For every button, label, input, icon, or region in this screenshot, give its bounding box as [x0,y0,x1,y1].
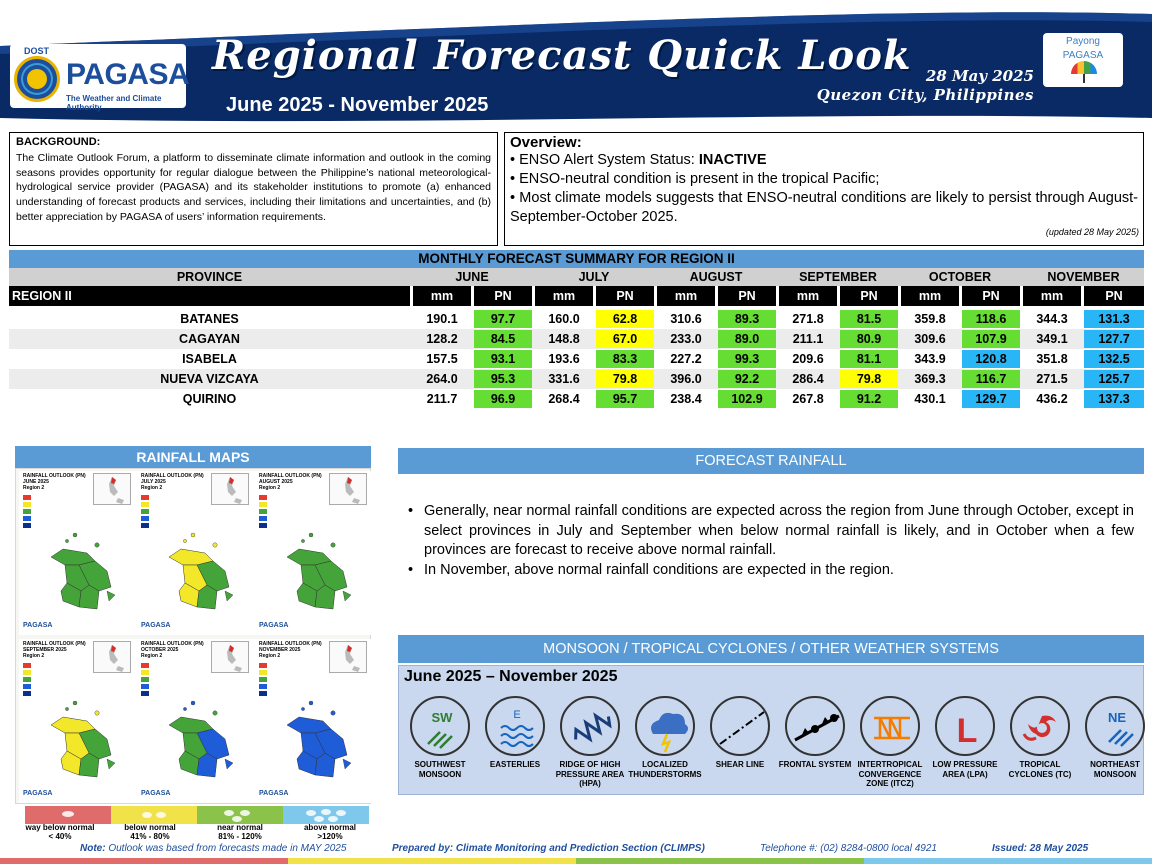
rainfall-legend-bar [25,806,369,824]
map-legend [23,495,63,535]
rainfall-mm-cell: 160.0 [548,312,580,326]
rainfall-mm-cell: 286.4 [792,372,824,386]
rainfall-map-panel [137,639,255,803]
pagasa-seal-icon [14,56,60,102]
province-name: NUEVA VIZCAYA [160,372,259,386]
weather-system-label: FRONTAL SYSTEM [778,760,852,769]
header-banner [0,0,1152,128]
itcz-weather-icon [860,696,920,756]
percent-normal-cell: 99.3 [718,350,776,368]
unit-mm-header: mm [535,286,593,306]
weather-system-item [402,696,478,779]
map-heading [259,473,322,491]
rainfall-map-panel [137,471,255,635]
shear-weather-icon [710,696,770,756]
region-2-map [167,699,239,791]
logo-tagline: The Weather and Climate Authority [66,94,162,112]
overview-item-enso-status: • ENSO Alert System Status: INACTIVE [510,152,767,168]
legend-color-swatch [197,806,283,824]
map-heading [23,641,86,659]
rainfall-mm-cell: 190.1 [426,312,458,326]
location-inset-map [211,641,249,673]
footer-bar-segment [864,858,1152,864]
percent-normal-cell: 92.2 [718,370,776,388]
percent-normal-cell: 83.3 [596,350,654,368]
rainfall-mm-cell: 396.0 [670,372,702,386]
payong-line1: Payong [1066,36,1100,47]
overview-title: Overview: [510,134,582,151]
footer-bar-segment [576,858,864,864]
rainfall-mm-cell: 268.4 [548,392,580,406]
overview-item-models: • Most climate models suggests that ENSO-neutral conditions are likely to persist through August-September-October 2025. [510,190,1139,225]
unit-pn-header: PN [718,286,776,306]
rainfall-map-panel [255,471,373,635]
rainfall-mm-cell: 359.8 [914,312,946,326]
unit-pn-header: PN [1084,286,1144,306]
rainfall-mm-cell: 233.0 [670,332,702,346]
percent-normal-cell: 81.1 [840,350,898,368]
footer-issued: Issued: 28 May 2025 [992,843,1089,854]
percent-normal-cell: 62.8 [596,310,654,328]
svg-text:L: L [956,712,978,750]
umbrella-icon [1071,61,1097,74]
legend-label-text: near normal [217,823,263,832]
legend-range-text: >120% [317,832,343,841]
percent-normal-cell: 96.9 [474,390,532,408]
location-inset-map [93,641,131,673]
month-header: JULY [578,270,610,284]
rainfall-mm-cell: 310.6 [670,312,702,326]
rainfall-mm-cell: 343.9 [914,352,946,366]
legend-color-swatch [25,806,111,824]
legend-range-text: 81% - 120% [218,832,262,841]
svg-text:NE: NE [1107,710,1127,725]
unit-mm-header: mm [1023,286,1081,306]
models-text: Most climate models suggests that ENSO-neutral conditions are likely to persist through August-September-October 2025. [510,190,1139,225]
e-weather-icon [485,696,545,756]
map-legend [259,663,299,703]
ne-weather-icon [1085,696,1145,756]
tc-weather-icon [1010,696,1070,756]
issue-place: Quezon City, Philippines [816,86,1034,104]
rainfall-map-panel [255,639,373,803]
map-heading-title: RAINFALL OUTLOOK (PN) [259,473,322,479]
rainfall-mm-cell: 267.8 [792,392,824,406]
table-header [9,268,1144,286]
percent-normal-cell: 80.9 [840,330,898,348]
svg-text:SW: SW [431,710,453,725]
location-inset-map [329,641,367,673]
legend-range-text: 41% - 80% [130,832,170,841]
background-title: BACKGROUND: [16,136,101,148]
footer-note-text: Outlook was based from forecasts made in MAY 2025 [108,843,347,854]
rainfall-mm-cell: 344.3 [1036,312,1068,326]
percent-normal-cell: 89.0 [718,330,776,348]
percent-normal-cell: 120.8 [962,350,1020,368]
unit-mm-header: mm [901,286,959,306]
weather-system-item [927,696,1003,779]
rainfall-mm-cell: 157.5 [426,352,458,366]
percent-normal-cell: 93.1 [474,350,532,368]
month-header: NOVEMBER [1047,270,1120,284]
map-heading-region: Region 2 [23,485,45,491]
overview-item-enso-neutral: • ENSO-neutral condition is present in the tropical Pacific; [510,171,880,187]
percent-normal-cell: 91.2 [840,390,898,408]
province-header: PROVINCE [176,270,243,284]
rainfall-mm-cell: 211.1 [792,332,824,346]
ridge-weather-icon [560,696,620,756]
map-heading [259,641,322,659]
map-heading-month: JULY 2025 [141,479,166,485]
map-heading-month: NOVEMBER 2025 [259,647,301,653]
forecast-bullet: • Generally, near normal rainfall conditions are expected across the region from June through October, except in select provinces in July and September when below normal rainfall is likely, and in October when a few provinces are forecast to receive above normal rainfall. [408,502,1134,561]
percent-normal-cell: 107.9 [962,330,1020,348]
weather-system-item [702,696,778,770]
percent-normal-cell: 132.5 [1084,350,1144,368]
footer [0,843,1152,857]
unit-pn-header: PN [840,286,898,306]
rainfall-mm-cell: 349.1 [1036,332,1068,346]
rainfall-mm-cell: 309.6 [914,332,946,346]
percent-normal-cell: 79.8 [596,370,654,388]
map-heading-title: RAINFALL OUTLOOK (PN) [141,641,204,647]
percent-normal-cell: 125.7 [1084,370,1144,388]
month-header: AUGUST [689,270,743,284]
percent-normal-cell: 67.0 [596,330,654,348]
issue-date: 28 May 2025 [925,67,1034,85]
weather-systems-panel [398,665,1144,795]
page-title: Regional Forecast Quick Look [212,32,912,79]
map-heading-region: Region 2 [23,653,45,659]
percent-normal-cell: 89.3 [718,310,776,328]
legend-label-text: way below normal [25,823,95,832]
weather-system-label: INTERTROPICAL CONVERGENCE ZONE (ITCZ) [857,760,923,788]
table-row [9,389,1144,409]
province-name: BATANES [180,312,239,326]
enso-status-value: INACTIVE [698,152,767,168]
overview-box [504,132,1144,246]
table-row [9,329,1144,349]
map-heading-month: SEPTEMBER 2025 [23,647,67,653]
logo-dost-text: DOST [24,46,50,56]
percent-normal-cell: 118.6 [962,310,1020,328]
percent-normal-cell: 81.5 [840,310,898,328]
map-legend [141,495,181,535]
unit-mm-header: mm [657,286,715,306]
map-heading [141,473,204,491]
legend-color-swatch [111,806,197,824]
pagasa-logo [10,44,190,112]
umbrella-stem [1083,74,1085,83]
rainfall-mm-cell: 209.6 [792,352,824,366]
map-heading-month: OCTOBER 2025 [141,647,179,653]
footer-phone: Telephone #: (02) 8284-0800 local 4921 [760,843,937,854]
weather-system-item [1002,696,1078,779]
rainfall-mm-cell: 331.6 [548,372,580,386]
legend-color-swatch [283,806,369,824]
percent-normal-cell: 129.7 [962,390,1020,408]
rainfall-map-panel [19,639,137,803]
unit-mm-header: mm [413,286,471,306]
map-heading-month: JUNE 2025 [23,479,49,485]
percent-normal-cell: 102.9 [718,390,776,408]
rainfall-mm-cell: 351.8 [1036,352,1068,366]
unit-pn-header: PN [474,286,532,306]
region-2-map [285,699,357,791]
region-2-map [285,531,357,623]
footer-note [80,843,346,854]
footer-note-label: Note: [80,843,106,854]
weather-system-label: RIDGE OF HIGH PRESSURE AREA (HPA) [555,760,625,788]
location-inset-map [211,473,249,505]
rainfall-maps-title: RAINFALL MAPS [15,446,371,468]
percent-normal-cell: 79.8 [840,370,898,388]
percent-normal-cell: 127.7 [1084,330,1144,348]
front-weather-icon [785,696,845,756]
background-box [9,132,498,246]
month-header: JUNE [455,270,489,284]
enso-status-prefix: ENSO Alert System Status: [519,152,699,168]
table-title: MONTHLY FORECAST SUMMARY FOR REGION II [9,250,1144,268]
weather-system-item [627,696,703,779]
weather-system-item [1077,696,1152,779]
lpa-weather-icon [935,696,995,756]
weather-system-label: NORTHEAST MONSOON [1090,760,1140,779]
table-subheader [9,286,1144,306]
forecast-rainfall-title: FORECAST RAINFALL [398,448,1144,474]
rainfall-mm-cell: 238.4 [670,392,702,406]
legend-label-text: below normal [124,823,176,832]
weather-system-label: SHEAR LINE [715,760,765,769]
weather-systems-period: June 2025 – November 2025 [404,668,618,685]
map-heading [141,641,204,659]
map-pagasa-logo: PAGASA [259,622,289,629]
storm-weather-icon [635,696,695,756]
map-pagasa-logo: PAGASA [23,622,53,629]
map-legend [141,663,181,703]
rainfall-mm-cell: 148.8 [548,332,580,346]
rainfall-mm-cell: 227.2 [670,352,702,366]
percent-normal-cell: 97.7 [474,310,532,328]
map-heading-region: Region 2 [259,485,281,491]
percent-normal-cell: 116.7 [962,370,1020,388]
map-pagasa-logo: PAGASA [259,790,289,797]
rainfall-mm-cell: 193.6 [548,352,580,366]
footer-color-bar [0,858,1152,864]
percent-normal-cell: 131.3 [1084,310,1144,328]
map-heading-title: RAINFALL OUTLOOK (PN) [23,641,86,647]
rainfall-mm-cell: 430.1 [914,392,946,406]
payong-pagasa-logo [1043,33,1123,87]
map-heading-region: Region 2 [259,653,281,659]
percent-normal-cell: 84.5 [474,330,532,348]
enso-neutral-text: ENSO-neutral condition is present in the tropical Pacific; [519,171,880,187]
rainfall-maps-grid [15,468,371,804]
payong-line2: PAGASA [1062,50,1104,61]
logo-name: PAGASA [66,58,190,91]
weather-system-label: SOUTHWEST MONSOON [414,760,466,779]
map-legend [23,663,63,703]
table-row [9,349,1144,369]
weather-system-label: LOW PRESSURE AREA (LPA) [932,760,998,779]
map-heading-title: RAINFALL OUTLOOK (PN) [23,473,86,479]
map-heading-region: Region 2 [141,653,163,659]
legend-range-text: < 40% [48,832,72,841]
footer-bar-segment [0,858,288,864]
sw-weather-icon [410,696,470,756]
map-heading [23,473,86,491]
map-heading-region: Region 2 [141,485,163,491]
percent-normal-cell: 137.3 [1084,390,1144,408]
weather-system-label: TROPICAL CYCLONES (TC) [1008,760,1072,779]
map-heading-month: AUGUST 2025 [259,479,293,485]
rainfall-mm-cell: 128.2 [426,332,458,346]
map-pagasa-logo: PAGASA [141,790,171,797]
map-heading-title: RAINFALL OUTLOOK (PN) [259,641,322,647]
footer-prepared: Prepared by: Climate Monitoring and Prediction Section (CLIMPS) [392,843,705,854]
table-row [9,369,1144,389]
location-inset-map [329,473,367,505]
rainfall-mm-cell: 211.7 [426,392,458,406]
legend-label-text: above normal [303,823,356,832]
overview-updated: (updated 28 May 2025) [1045,227,1139,237]
weather-system-item [852,696,928,789]
weather-system-item [552,696,628,789]
percent-normal-cell: 95.3 [474,370,532,388]
rainfall-mm-cell: 436.2 [1036,392,1068,406]
weather-systems-title: MONSOON / TROPICAL CYCLONES / OTHER WEATHER SYSTEMS [398,635,1144,663]
rainfall-mm-cell: 271.8 [792,312,824,326]
region-2-map [167,531,239,623]
rainfall-map-panel [19,471,137,635]
unit-mm-header: mm [779,286,837,306]
percent-normal-cell: 95.7 [596,390,654,408]
rainfall-mm-cell: 264.0 [426,372,458,386]
forecast-bullet: • In November, above normal rainfall conditions are expected in the region. [408,561,1134,581]
region-label: REGION II [9,286,410,306]
weather-system-item [477,696,553,770]
region-2-map [49,699,121,791]
rainfall-mm-cell: 369.3 [914,372,946,386]
unit-pn-header: PN [596,286,654,306]
region-2-map [49,531,121,623]
weather-system-item [777,696,853,770]
province-name: QUIRINO [182,392,237,406]
background-text: The Climate Outlook Forum, a platform to disseminate climate information and outlook in the coming seasons provides opportunity for regular dialogue between the Philippine’s national meteorological-hydrological service provider (PAGASA) and its stakeholder institutions to promote (a) enhanced understanding of forecast products and services, including their limitations and uncertainties, and (b) better appreciation by PAGASA of users’ information requirements. [16,152,491,223]
province-name: CAGAYAN [179,332,240,346]
rainfall-mm-cell: 271.5 [1036,372,1068,386]
svg-text:E: E [513,709,521,721]
footer-bar-segment [288,858,576,864]
map-legend [259,495,299,535]
weather-system-label: LOCALIZED THUNDERSTORMS [628,760,702,779]
table-row [9,309,1144,329]
map-pagasa-logo: PAGASA [141,622,171,629]
map-pagasa-logo: PAGASA [23,790,53,797]
province-name: ISABELA [182,352,237,366]
unit-pn-header: PN [962,286,1020,306]
month-header: SEPTEMBER [799,270,877,284]
forecast-period: June 2025 - November 2025 [226,94,489,116]
forecast-rainfall-list [408,502,1134,580]
map-heading-title: RAINFALL OUTLOOK (PN) [141,473,204,479]
month-header: OCTOBER [928,270,992,284]
location-inset-map [93,473,131,505]
weather-system-label: EASTERLIES [489,760,541,769]
